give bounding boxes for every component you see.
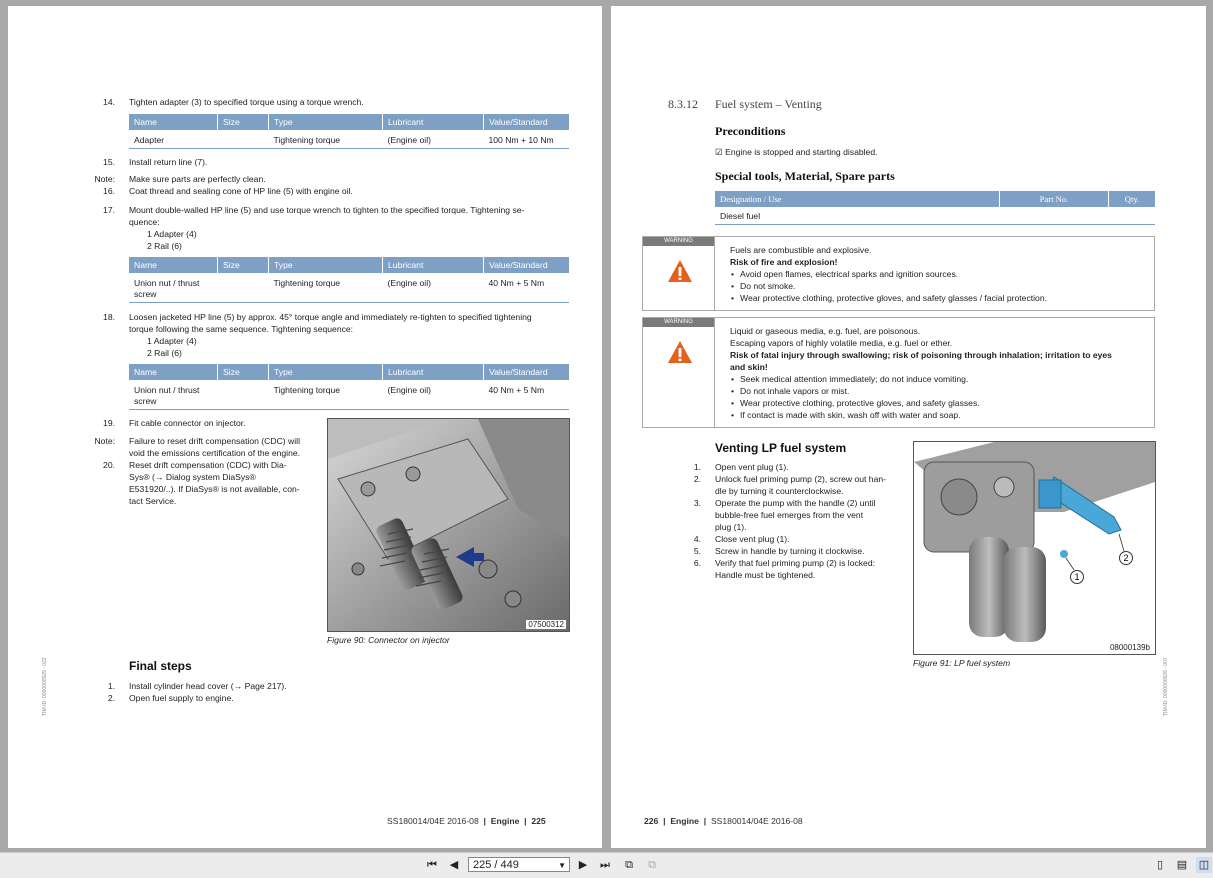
step-text: Screw in handle by turning it clockwise. [715,546,865,556]
step-number: 4. [693,534,701,544]
continuous-view-icon[interactable]: ▤ [1176,859,1188,871]
previous-page-icon[interactable]: ◀ [449,859,459,871]
step-text: Open vent plug (1). [715,462,789,472]
section-heading: Final steps [129,659,192,673]
step-number: 3. [693,498,701,508]
torque-table-union-nut-2: Name Size Type Lubricant Value/Standard Union nut / thrust screw Tightening torque (Engine oil) 40 Nm + 5 Nm [129,364,569,410]
page-footer: SS180014/04E 2016-08 | Engine | 225 [387,816,546,826]
table-row: Union nut / thrust screw Tightening torque (Engine oil) 40 Nm + 5 Nm [129,273,569,303]
step-text: Open fuel supply to engine. [129,693,234,703]
next-page-icon[interactable]: ▶ [578,859,588,871]
step-text: Verify that fuel priming pump (2) is locked: Handle must be tightened. [715,558,876,580]
precondition-item: ☑ Engine is stopped and starting disabled. [715,147,878,157]
step-text: Operate the pump with the handle (2) until bubble-free fuel emerges from the vent plug (1). [715,498,876,532]
section-title: Fuel system – Venting [715,97,822,111]
note-label: Note: [94,436,115,446]
figure-connector-on-injector [327,418,570,632]
side-print: TIM-ID: 0000000525 - 022 [42,657,48,716]
warning-triangle-icon [667,259,693,283]
callout-1: 1 [1074,572,1080,582]
preconditions-heading: Preconditions [715,124,786,138]
warning-box-poison: WARNING Liquid or gaseous media, e.g. fuel, are poisonous. Escaping vapors of highly volatile media, e.g. fuel or ether. Risk of fatal injury through swallowing; risk of poisoning through inhalation; irritation to eyes and skin! • Seek medical attention immediately; do not induce vomiting. • Do not inhale vapors or mist. • Wear protective clothing, protective gloves, and safety glasses. • If contact is made with skin, wash off with water and soap. [642,317,1155,428]
warning-triangle-icon [667,340,693,364]
page-footer: 226 | Engine | SS180014/04E 2016-08 [644,816,803,826]
step-text: Tighten adapter (3) to specified torque using a torque wrench. [129,97,364,107]
step-number: 16. [103,186,115,196]
step-text: Install return line (7). [129,157,208,167]
viewer-toolbar [0,852,1213,878]
section-number: 8.3.12 [668,97,698,111]
last-page-icon[interactable]: ⏭ [600,859,610,871]
table-row: Union nut / thrust screw Tightening torque (Engine oil) 40 Nm + 5 Nm [129,380,569,410]
step-text: Reset drift compensation (CDC) with Dia- Sys® (→ Dialog system DiaSys® E531920/..). If DiaSys® is not available, con- tact Service. [129,460,300,506]
chevron-down-icon: ▼ [558,861,566,870]
figure-caption: Figure 90: Connector on injector [327,635,450,645]
note-text: Make sure parts are perfectly clean. [129,174,266,184]
figure-caption: Figure 91: LP fuel system [913,658,1011,668]
col-value: Value/Standard [484,114,570,130]
step-number: 20. [103,460,115,470]
col-size: Size [218,114,269,130]
step-text: Fit cable connector on injector. [129,418,246,428]
side-print: TIM-ID: 0000000526 - 007 [1163,657,1169,716]
col-type: Type [269,114,383,130]
first-page-icon[interactable]: ⏮ [427,859,437,871]
torque-table-adapter [129,114,569,149]
page-225 [8,6,602,848]
two-page-view-icon[interactable]: ◫ [1196,857,1212,873]
step-number: 5. [693,546,701,556]
page-select[interactable] [468,857,570,872]
step-number: 17. [103,205,115,215]
page-226 [611,6,1206,848]
fuel-system-illustration [914,442,1155,654]
step-number: 2. [693,474,701,484]
paste-icon[interactable]: ⧉ [648,859,656,871]
warning-label: WARNING [643,318,714,327]
step-text: Loosen jacketed HP line (5) by approx. 45° torque angle and immediately re-tighten to specified tightening torque following the same sequence. Tightening sequence: 1 Adapter (4) 2 Rail (6) [129,312,532,358]
step-number: 14. [103,97,115,107]
page-indicator: 225 / 449 [473,859,519,871]
step-text: Mount double-walled HP line (5) and use torque wrench to tighten to the specified torque. Tightening se- quence: 1 Adapter (4) 2 Rail (6) [129,205,525,251]
col-lubricant: Lubricant [383,114,484,130]
step-number: 1. [107,681,115,691]
note-text: Failure to reset drift compensation (CDC) will void the emissions certification of the engine. [129,436,301,458]
step-number: 19. [103,418,115,428]
page-number: 225 [531,816,546,826]
figure-lp-fuel-system [913,441,1156,655]
figure-code: 08000139b [1109,643,1150,652]
tools-table: Designation / Use Part No. Qty. Diesel fuel [715,191,1155,225]
torque-table-union-nut-1: Name Size Type Lubricant Value/Standard Union nut / thrust screw Tightening torque (Engine oil) 40 Nm + 5 Nm [129,257,569,303]
col-name: Name [129,114,218,130]
step-number: 15. [103,157,115,167]
step-text: Coat thread and sealing cone of HP line (5) with engine oil. [129,186,353,196]
step-number: 1. [693,462,701,472]
venting-heading: Venting LP fuel system [715,441,847,455]
single-page-view-icon[interactable]: ▯ [1156,859,1164,871]
engine-illustration [328,419,569,631]
table-row: Adapter Tightening torque (Engine oil) 100 Nm + 10 Nm [129,130,569,149]
copy-icon[interactable]: ⧉ [625,859,633,871]
step-text: Unlock fuel priming pump (2), screw out han- dle by turning it counterclockwise. [715,474,886,496]
warning-label: WARNING [643,237,714,246]
step-text: Close vent plug (1). [715,534,790,544]
tools-heading: Special tools, Material, Spare parts [715,169,895,183]
figure-code: 07500312 [528,620,564,629]
step-number: 18. [103,312,115,322]
page-number: 226 [644,816,659,826]
callout-2: 2 [1123,553,1129,563]
step-number: 2. [107,693,115,703]
step-number: 6. [693,558,701,568]
step-text: Install cylinder head cover (→ Page 217). [129,681,287,691]
warning-box-fire: WARNING Fuels are combustible and explosive. Risk of fire and explosion! • Avoid open flames, electrical sparks and ignition sources. • Do not smoke. • Wear protective clothing, protective gloves, and safety glasses / facial protection. [642,236,1155,311]
note-label: Note: [94,174,115,184]
table-row: Diesel fuel [715,207,1155,225]
